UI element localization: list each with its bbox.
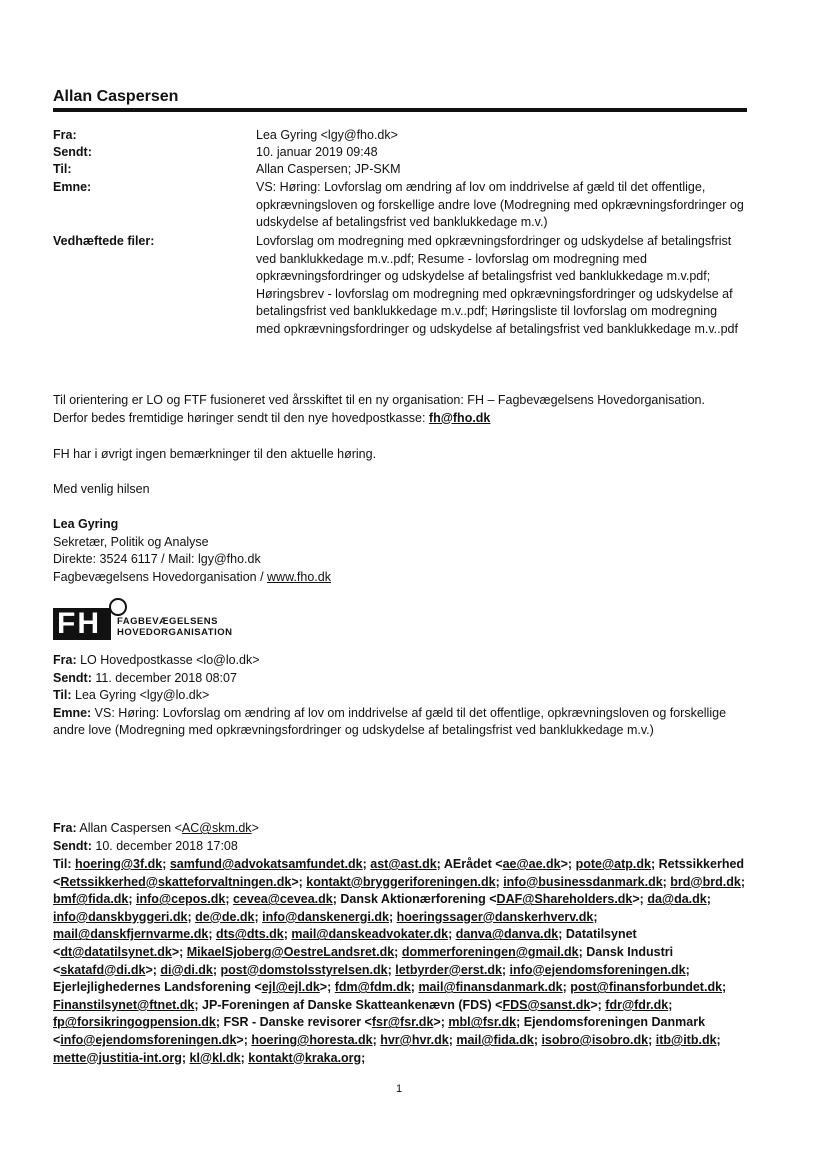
recipient-email-link[interactable]: mail@finansdanmark.dk: [418, 980, 563, 995]
header-to-value: Allan Caspersen; JP-SKM: [256, 162, 401, 176]
recipient-separator-text: ;: [388, 909, 397, 924]
recipient-separator-text: ;: [648, 1032, 656, 1047]
recipient-separator-text: ; Ejerlejlighedernes Landsforening <: [53, 962, 690, 995]
header-from-value: Lea Gyring <lgy@fho.dk>: [256, 128, 398, 142]
recipient-separator-text: ; Dansk Aktionærforening <: [332, 892, 497, 907]
recipient-email-link[interactable]: ast@ast.dk: [370, 857, 437, 871]
recipient-separator-text: ;: [593, 909, 598, 924]
recipient-email-link[interactable]: Finanstilsynet@ftnet.dk: [53, 997, 195, 1012]
recipient-email-link[interactable]: skatafd@di.dk: [60, 962, 146, 977]
recipient-separator-text: ;: [162, 857, 170, 871]
recipient-email-link[interactable]: info@cepos.dk: [136, 892, 226, 907]
header-subject-label: Emne:: [53, 180, 92, 194]
page-number: 1: [396, 1083, 403, 1095]
recipient-email-link[interactable]: ae@ae.dk: [502, 857, 561, 871]
recipient-separator-text: >;: [319, 980, 335, 995]
fwd2-sent: Sendt: 10. december 2018 17:08: [53, 838, 238, 853]
fh-logo-line2: HOVEDORGANISATION: [117, 627, 233, 638]
owner-name: Allan Caspersen: [53, 88, 179, 105]
header-attachments-label: Vedhæftede filer:: [53, 234, 155, 248]
fwd1-sent: Sendt: 11. december 2018 08:07: [53, 670, 237, 685]
signature-name: Lea Gyring: [53, 517, 119, 531]
recipient-email-link[interactable]: itb@itb.dk: [655, 1032, 717, 1047]
recipient-email-link[interactable]: fp@forsikringogpension.dk: [53, 1015, 216, 1030]
recipient-separator-text: ;: [722, 980, 727, 995]
recipient-separator-text: ;: [410, 980, 419, 995]
recipient-email-link[interactable]: letbyrder@erst.dk: [395, 962, 502, 977]
recipient-separator-text: >;: [145, 962, 161, 977]
recipient-email-link[interactable]: info@ejendomsforeningen.dk: [60, 1032, 237, 1047]
recipient-email-link[interactable]: hoering@3f.dk: [75, 857, 163, 871]
recipient-separator-text: ;: [212, 962, 221, 977]
recipient-separator-text: >;: [171, 944, 187, 959]
recipient-email-link[interactable]: brd@brd.dk: [670, 874, 741, 889]
recipient-email-link[interactable]: mbl@fsr.dk: [448, 1015, 517, 1030]
recipient-separator-text: ;: [387, 962, 396, 977]
fh-logo-circle-icon: [109, 598, 127, 616]
header-attachments-value: Lovforslag om modregning med opkrævningsfordringer og udskydelse af betalingsfrist ved banklukkedage m.v..pdf; Resume - lovforslag om modregning med opkrævningsfordringer og udskydelse af betalingsfrist ved banklukkedage m.v.pdf; Høringsbrev - lovforslag om modregning med opkrævningsfordringer og udskydelse af betalingsfrist ved banklukkedage m.v..pdf; Høringsliste til lovforslag om modregning med opkrævningsfordringer og udskydelse af betalingsfrist ved banklukkedage m.v..pdf: [256, 234, 738, 336]
recipient-separator-text: ;: [533, 1032, 542, 1047]
fh-email-link[interactable]: fh@fho.dk: [428, 410, 491, 425]
recipient-email-link[interactable]: info@ejendomsforeningen.dk: [509, 962, 686, 977]
recipient-items: [53, 857, 745, 1065]
fh-logo-text: [117, 616, 232, 638]
recipient-separator-text: ;: [394, 944, 402, 959]
signature-title: Sekretær, Politik og Analyse: [53, 534, 209, 549]
header-rule: [53, 108, 747, 112]
recipient-email-link[interactable]: post@domstolsstyrelsen.dk: [220, 962, 388, 977]
recipient-separator-text: ;: [283, 927, 292, 942]
fwd1-subject: Emne: VS: Høring: Lovforslag om ændring af lov om inddrivelse af gæld til det offentlige, opkrævningsloven og forskellige andre love (Modregning med opkrævningsfordringer og udskydelse af betalingsfrist ved banklukkedage m.v.): [53, 705, 727, 737]
recipient-email-link[interactable]: fdm@fdm.dk: [334, 980, 411, 995]
recipient-separator-text: ;: [448, 927, 456, 942]
signature: [53, 516, 331, 586]
recipient-email-link[interactable]: MikaelSjoberg@OestreLandsret.dk: [186, 944, 395, 959]
recipient-email-link[interactable]: fsr@fsr.dk: [371, 1015, 434, 1030]
recipient-separator-text: ; FSR - Danske revisorer <: [215, 1015, 372, 1030]
recipient-email-link[interactable]: di@di.dk: [160, 962, 213, 977]
fwd1-from: Fra: LO Hovedpostkasse <lo@lo.dk>: [53, 653, 260, 667]
recipient-email-link[interactable]: hvr@hvr.dk: [380, 1032, 449, 1047]
recipient-separator-text: ;: [181, 1050, 190, 1065]
recipient-separator-text: ;: [208, 927, 216, 942]
recipient-email-link[interactable]: dt@datatilsynet.dk: [60, 944, 172, 959]
recipient-list: [53, 856, 753, 1067]
body-paragraph-1: [53, 392, 705, 427]
recipient-email-link[interactable]: samfund@advokatsamfundet.dk: [169, 857, 363, 871]
recipient-email-link[interactable]: Retssikkerhed@skatteforvaltningen.dk: [60, 874, 292, 889]
header-to-label: Til:: [53, 162, 72, 176]
recipient-separator-text: ;: [716, 1032, 721, 1047]
recipient-separator-text: ;: [225, 892, 233, 907]
recipient-email-link[interactable]: de@de.dk: [195, 909, 255, 924]
recipient-separator-text: ; Dansk Industri <: [53, 944, 674, 977]
recipient-separator-text: ;: [372, 1032, 381, 1047]
recipient-email-link[interactable]: info@danskbyggeri.dk: [53, 909, 188, 924]
body-para1-line2: [53, 410, 705, 428]
recipient-email-link[interactable]: post@finansforbundet.dk: [570, 980, 723, 995]
recipient-email-link[interactable]: dommerforeningen@gmail.dk: [401, 944, 579, 959]
recipient-email-link[interactable]: cevea@cevea.dk: [232, 892, 333, 907]
recipient-email-link[interactable]: DAF@Shareholders.dk: [496, 892, 633, 907]
signature-org-name: Fagbevægelsens Hovedorganisation /: [53, 569, 268, 584]
recipient-separator-text: >;: [433, 1015, 449, 1030]
recipient-separator-text: ; Ejendomsforeningen Danmark <: [53, 1015, 706, 1047]
recipient-email-link[interactable]: ejl@ejl.dk: [261, 980, 320, 995]
signature-org: [53, 569, 331, 587]
recipient-email-link[interactable]: kontakt@kraka.org: [248, 1050, 362, 1065]
recipient-separator-text: >;: [590, 997, 606, 1012]
recipient-email-link[interactable]: pote@atp.dk: [575, 857, 651, 871]
body-paragraph-2: FH har i øvrigt ingen bemærkninger til den aktuelle høring.: [53, 447, 377, 461]
signature-url-link[interactable]: www.fho.dk: [267, 569, 331, 584]
recipient-separator-text: ;: [187, 909, 196, 924]
recipient-separator-text: ; AErådet <: [436, 857, 503, 871]
recipient-email-link[interactable]: isobro@isobro.dk: [541, 1032, 649, 1047]
fwd2-to-label: Til:: [53, 857, 72, 871]
recipient-separator-text: ;: [240, 1050, 249, 1065]
recipient-separator-text: ; JP-Foreningen af Danske Skatteankenævn (FDS) <: [194, 997, 503, 1012]
recipient-email-link[interactable]: mail@fida.dk: [456, 1032, 534, 1047]
body-para1-prefix: Derfor bedes fremtidige høringer sendt til den nye hovedpostkasse:: [53, 410, 429, 425]
recipient-email-link[interactable]: mail@danskeadvokater.dk: [291, 927, 449, 942]
recipient-separator-text: ; Datatilsynet <: [53, 927, 637, 959]
recipient-separator-text: ; Retssikkerhed <: [53, 857, 745, 889]
header-sent-label: Sendt:: [53, 145, 92, 159]
fh-logo-letters: FH: [57, 607, 101, 640]
recipient-separator-text: ;: [740, 874, 745, 889]
recipient-email-link[interactable]: FDS@sanst.dk: [502, 997, 591, 1012]
header-from-label: Fra:: [53, 128, 77, 142]
recipient-separator-text: >;: [560, 857, 576, 871]
recipient-separator-text: ;: [361, 1050, 366, 1065]
recipient-email-link[interactable]: hoeringssager@danskerhverv.dk: [396, 909, 594, 924]
recipient-separator-text: >;: [632, 892, 648, 907]
recipient-separator-text: ;: [362, 857, 371, 871]
fh-logo: [53, 598, 253, 642]
recipient-email-link[interactable]: fdr@fdr.dk: [605, 997, 669, 1012]
recipient-email-link[interactable]: danva@danva.dk: [455, 927, 559, 942]
recipient-email-link[interactable]: kontakt@bryggeriforeningen.dk: [306, 874, 496, 889]
recipient-email-link[interactable]: kl@kl.dk: [189, 1050, 241, 1065]
fwd2-from: Fra: Allan Caspersen <AC@skm.dk>: [53, 821, 259, 835]
recipient-separator-text: ;: [562, 980, 571, 995]
recipient-separator-text: ;: [706, 892, 711, 907]
recipient-email-link[interactable]: mail@danskfjernvarme.dk: [53, 927, 209, 942]
header-subject-value: VS: Høring: Lovforslag om ændring af lov om inddrivelse af gæld til det offentlige, opkrævningsloven og forskellige andre love (Modregning med opkrævningsfordringer og udskydelse af betalingsfrist ved banklukkedage m.v.): [256, 180, 744, 229]
forward-header-2: [53, 820, 259, 855]
fwd1-to: Til: Lea Gyring <lgy@lo.dk>: [53, 688, 210, 702]
recipient-separator-text: >;: [236, 1032, 252, 1047]
header-sent-value: 10. januar 2019 09:48: [256, 145, 378, 159]
recipient-separator-text: ;: [495, 874, 504, 889]
fwd2-from-email-link[interactable]: AC@skm.dk: [181, 821, 252, 835]
greeting: Med venlig hilsen: [53, 482, 150, 496]
recipient-separator-text: ;: [448, 1032, 457, 1047]
signature-contact: Direkte: 3524 6117 / Mail: lgy@fho.dk: [53, 552, 261, 566]
body-para1-line1: Til orientering er LO og FTF fusioneret ved årsskiftet til en ny organisation: FH – Fagbevægelsens Hovedorganisation.: [53, 393, 705, 407]
forward-header-1: [53, 652, 743, 740]
recipient-email-link[interactable]: dts@dts.dk: [215, 927, 284, 942]
recipient-email-link[interactable]: info@businessdanmark.dk: [503, 874, 663, 889]
recipient-email-link[interactable]: da@da.dk: [647, 892, 707, 907]
recipient-email-link[interactable]: info@danskenergi.dk: [262, 909, 389, 924]
recipient-email-link[interactable]: hoering@horesta.dk: [251, 1032, 373, 1047]
recipient-separator-text: ;: [668, 997, 673, 1012]
recipient-email-link[interactable]: bmf@fida.dk: [53, 892, 129, 907]
recipient-separator-text: ;: [501, 962, 510, 977]
fh-logo-line1: FAGBEVÆGELSENS: [117, 616, 218, 627]
recipient-separator-text: ;: [128, 892, 137, 907]
recipient-separator-text: ;: [254, 909, 263, 924]
recipient-separator-text: >;: [291, 874, 307, 889]
recipient-separator-text: ;: [662, 874, 671, 889]
recipient-email-link[interactable]: mette@justitia-int.org: [53, 1050, 182, 1065]
